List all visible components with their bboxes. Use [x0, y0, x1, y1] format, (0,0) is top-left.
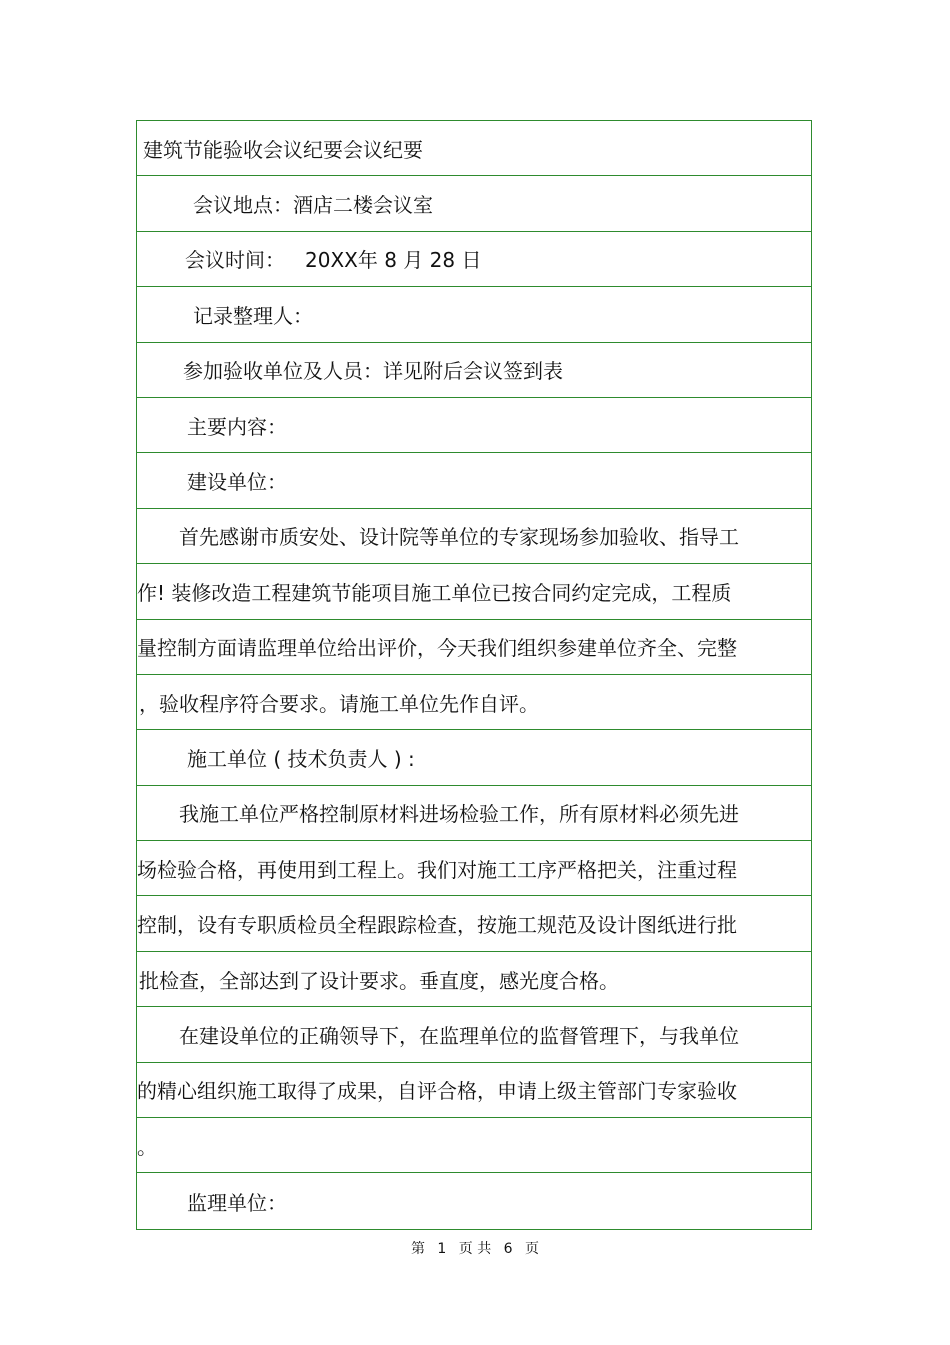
paragraph-line: [137, 564, 811, 619]
paragraph-line: [137, 952, 811, 1007]
page-number: 1: [437, 1241, 447, 1257]
paragraph-line: [137, 1063, 811, 1118]
paragraph-line: [137, 896, 811, 951]
paragraph-text: 。: [137, 1134, 157, 1159]
builder-row: [137, 730, 811, 785]
meeting-location: 会议地点：酒店二楼会议室: [193, 193, 433, 218]
participants-row: [137, 343, 811, 398]
construction-unit-label: 建设单位：: [187, 470, 287, 495]
paragraph-text: 批检查，全部达到了设计要求。垂直度，感光度合格。: [139, 968, 619, 993]
paragraph-line: [137, 841, 811, 896]
footer-middle: 页 共: [458, 1241, 492, 1257]
paragraph-text: 场检验合格，再使用到工程上。我们对施工工序严格把关，注重过程: [137, 857, 737, 882]
footer-prefix: 第: [410, 1241, 425, 1257]
paragraph-text: 量控制方面请监理单位给出评价，今天我们组织参建单位齐全、完整: [137, 636, 737, 661]
meeting-time-label: 会议时间：: [185, 248, 285, 273]
page-footer: [0, 1238, 950, 1258]
recorder-row: [137, 287, 811, 342]
paragraph-line: [137, 620, 811, 675]
paragraph-text: 控制，设有专职质检员全程跟踪检查，按施工规范及设计图纸进行批: [137, 913, 737, 938]
supervisor-label: 监理单位：: [187, 1190, 287, 1215]
location-row: [137, 176, 811, 231]
paragraph-text: 在建设单位的正确领导下，在监理单位的监督管理下，与我单位: [179, 1023, 739, 1048]
paragraph-text: 的精心组织施工取得了成果，自评合格，申请上级主管部门专家验收: [137, 1079, 737, 1104]
document-title: 建筑节能验收会议纪要会议纪要: [143, 137, 423, 162]
paragraph-text: ，验收程序符合要求。请施工单位先作自评。: [139, 691, 539, 716]
meeting-minutes-table: [136, 120, 812, 1230]
paragraph-text: 作! 装修改造工程建筑节能项目施工单位已按合同约定完成，工程质: [137, 580, 732, 605]
paragraph-line: [137, 1118, 811, 1173]
title-row: [137, 121, 811, 176]
recorder-label: 记录整理人：: [193, 303, 313, 328]
time-row: [137, 232, 811, 287]
paragraph-line: [137, 675, 811, 730]
paragraph-text: 我施工单位严格控制原材料进场检验工作，所有原材料必须先进: [179, 802, 739, 827]
paragraph-line: [137, 786, 811, 841]
total-pages: 6: [503, 1241, 513, 1257]
builder-label: 施工单位 ( 技术负责人 ) :: [187, 746, 415, 771]
main-content-row: [137, 398, 811, 453]
paragraph-line: [137, 1007, 811, 1062]
construction-unit-row: [137, 453, 811, 508]
participants-text: 参加验收单位及人员：详见附后会议签到表: [183, 359, 563, 384]
meeting-time-value: 20XX年 8 月 28 日: [305, 248, 482, 273]
supervisor-row: [137, 1173, 811, 1228]
paragraph-text: 首先感谢市质安处、设计院等单位的专家现场参加验收、指导工: [179, 525, 739, 550]
footer-suffix: 页: [525, 1241, 540, 1257]
main-content-label: 主要内容：: [187, 414, 287, 439]
paragraph-line: [137, 509, 811, 564]
